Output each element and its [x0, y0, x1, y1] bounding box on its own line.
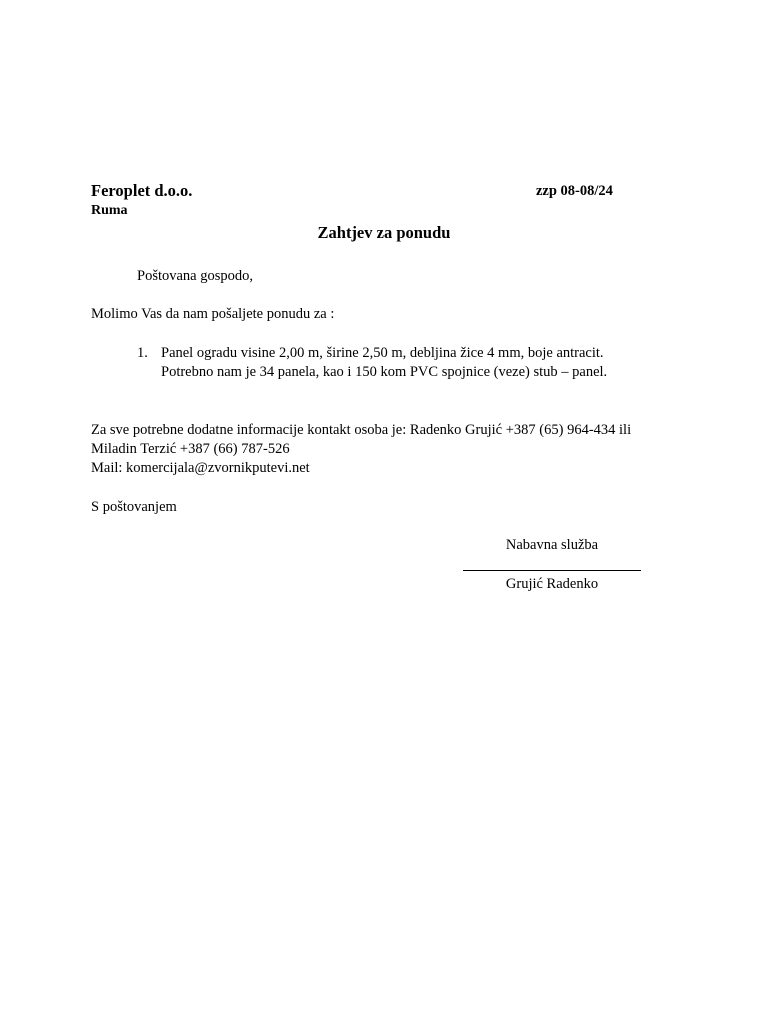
signature-department: Nabavna služba	[505, 537, 599, 553]
list-item-line-2: Potrebno nam je 34 panela, kao i 150 kom PVC spojnice (veze) stub – panel.	[161, 364, 608, 380]
request-text: Molimo Vas da nam pošaljete ponudu za :	[91, 306, 335, 322]
signature-name: Grujić Radenko	[505, 576, 599, 592]
contact-info-line-1: Za sve potrebne dodatne informacije kontakt osoba je: Radenko Grujić +387 (65) 964-434 ili	[91, 422, 632, 438]
greeting: Poštovana gospodo,	[137, 268, 253, 284]
document-title: Zahtjev za ponudu	[317, 223, 451, 242]
signature-line	[463, 570, 641, 571]
closing-salutation: S poštovanjem	[91, 499, 177, 515]
contact-info-line-2: Miladin Terzić +387 (66) 787-526	[91, 441, 290, 457]
reference-number: zzp 08-08/24	[536, 183, 613, 199]
list-item-line-1: Panel ogradu visine 2,00 m, širine 2,50 m, debljina žice 4 mm, boje antracit.	[161, 345, 604, 361]
recipient-company: Feroplet d.o.o.	[91, 181, 193, 200]
list-item-number: 1.	[137, 345, 148, 361]
recipient-city: Ruma	[91, 203, 128, 218]
contact-mail: Mail: komercijala@zvornikputevi.net	[91, 460, 310, 476]
